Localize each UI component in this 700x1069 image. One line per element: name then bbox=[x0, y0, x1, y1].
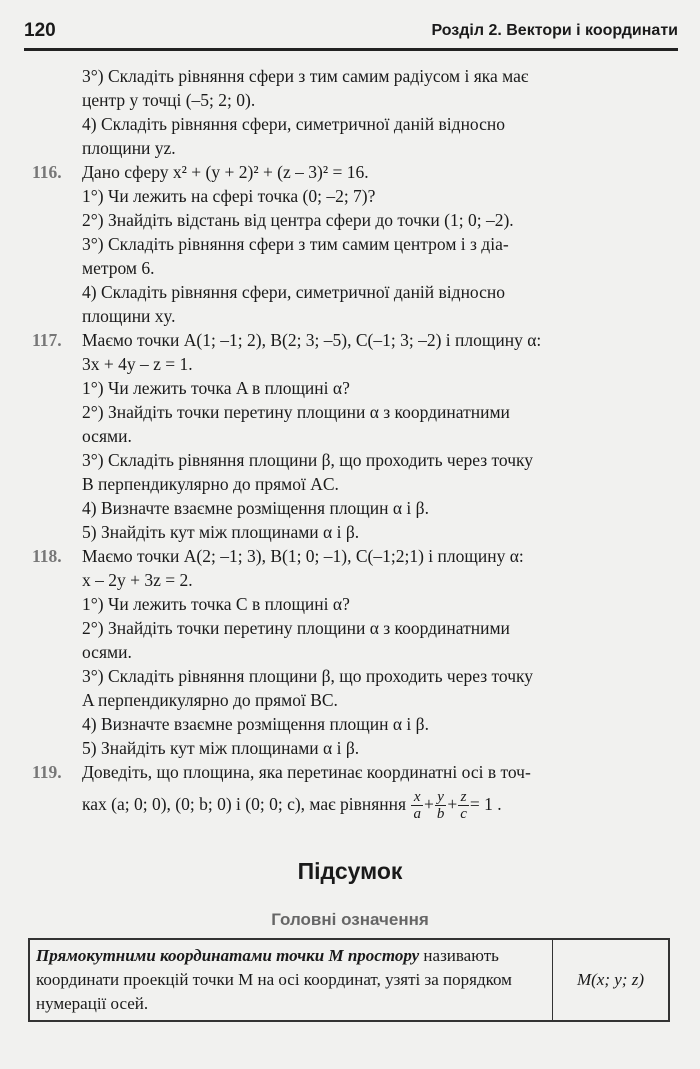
line-text: A перпендикулярно до прямої BC. bbox=[82, 690, 338, 710]
exercise-number: 118. bbox=[32, 546, 62, 566]
line-text: 1°) Чи лежить точка C в площині α? bbox=[82, 594, 350, 614]
text-line bbox=[32, 616, 676, 640]
fraction-numerator: y bbox=[435, 789, 447, 806]
definition-term: Прямокутними координатами точки M простору bbox=[36, 946, 420, 965]
text-line bbox=[32, 280, 676, 304]
text-line bbox=[32, 88, 676, 112]
line-text: 1°) Чи лежить на сфері точка (0; –2; 7)? bbox=[82, 186, 376, 206]
definition-table bbox=[28, 938, 670, 1022]
fraction-denominator: a bbox=[413, 806, 421, 823]
text-line bbox=[32, 472, 676, 496]
line-text: 3°) Складіть рівняння сфери з тим самим центром і з діа- bbox=[82, 234, 509, 254]
text-line bbox=[32, 448, 676, 472]
exercise-list bbox=[32, 64, 676, 824]
definition-rest: називають координати проекцій точки M на осі координат, узяті за порядком нумерації осей. bbox=[36, 946, 512, 1013]
line-text: Доведіть, що площина, яка перетинає координатні осі в точ- bbox=[82, 762, 531, 782]
line-text: 1°) Чи лежить точка A в площині α? bbox=[82, 378, 350, 398]
line-text: B перпендикулярно до прямої AC. bbox=[82, 474, 339, 494]
fraction bbox=[458, 789, 469, 822]
page-header bbox=[24, 14, 678, 51]
text-line bbox=[32, 400, 676, 424]
fraction bbox=[411, 789, 423, 822]
line-text: 2°) Знайдіть точки перетину площини α з координатними bbox=[82, 618, 510, 638]
text-line bbox=[32, 232, 676, 256]
line-text: 4) Визначте взаємне розміщення площин α і β. bbox=[82, 714, 429, 734]
text-line bbox=[32, 256, 676, 280]
line-text: 5) Знайдіть кут між площинами α і β. bbox=[82, 522, 360, 542]
line-text: осями. bbox=[82, 642, 132, 662]
definition-text bbox=[29, 939, 553, 1021]
definition-notation: M(x; y; z) bbox=[553, 939, 670, 1021]
line-text: 3°) Складіть рівняння площини β, що проходить через точку bbox=[82, 666, 534, 686]
line-text: 5) Знайдіть кут між площинами α і β. bbox=[82, 738, 360, 758]
line-text: осями. bbox=[82, 426, 132, 446]
equation-tail: = 1 . bbox=[469, 794, 502, 814]
text-line bbox=[32, 208, 676, 232]
line-text: 3x + 4y – z = 1. bbox=[82, 354, 193, 374]
exercise-heading-line bbox=[32, 160, 676, 184]
text-line bbox=[32, 712, 676, 736]
line-text: x – 2y + 3z = 2. bbox=[82, 570, 193, 590]
text-line bbox=[32, 136, 676, 160]
line-text: Дано сферу x² + (y + 2)² + (z – 3)² = 16. bbox=[82, 162, 369, 182]
line-text: 3°) Складіть рівняння сфери з тим самим радіусом і яка має bbox=[82, 66, 529, 86]
line-text: центр у точці (–5; 2; 0). bbox=[82, 90, 256, 110]
line-text: 3°) Складіть рівняння площини β, що проходить через точку bbox=[82, 450, 534, 470]
text-line bbox=[32, 568, 676, 592]
line-text: ках (a; 0; 0), (0; b; 0) і (0; 0; c), має рівняння bbox=[82, 794, 407, 814]
line-text: 2°) Знайдіть точки перетину площини α з координатними bbox=[82, 402, 510, 422]
line-text: площини yz. bbox=[82, 138, 176, 158]
plus-sign: + bbox=[423, 794, 434, 814]
summary-heading: Підсумок bbox=[297, 858, 403, 884]
exercise-number: 116. bbox=[32, 162, 62, 182]
exercise-heading-line bbox=[32, 328, 676, 352]
exercise-number: 119. bbox=[32, 762, 62, 782]
text-line bbox=[32, 64, 676, 88]
text-line bbox=[32, 592, 676, 616]
definitions-heading: Головні означення bbox=[271, 910, 429, 929]
text-line bbox=[32, 496, 676, 520]
text-line bbox=[32, 640, 676, 664]
section-title: Розділ 2. Вектори і координати bbox=[431, 22, 678, 39]
fraction-denominator: c bbox=[460, 806, 467, 823]
line-text: метром 6. bbox=[82, 258, 155, 278]
text-line bbox=[32, 304, 676, 328]
plus-sign: + bbox=[447, 794, 458, 814]
text-line bbox=[32, 184, 676, 208]
fraction-denominator: b bbox=[436, 806, 445, 823]
text-line bbox=[32, 664, 676, 688]
line-text: 4) Складіть рівняння сфери, симетричної даній відносно bbox=[82, 282, 505, 302]
text-line bbox=[32, 520, 676, 544]
text-line bbox=[32, 736, 676, 760]
text-line bbox=[32, 376, 676, 400]
exercise-heading-line bbox=[32, 760, 676, 784]
line-text: площини xy. bbox=[82, 306, 176, 326]
line-text: Маємо точки A(1; –1; 2), B(2; 3; –5), C(–1; 3; –2) і площину α: bbox=[82, 330, 542, 350]
exercise-heading-line bbox=[32, 544, 676, 568]
fraction bbox=[435, 789, 447, 822]
line-text: Маємо точки A(2; –1; 3), B(1; 0; –1), C(–1;2;1) і площину α: bbox=[82, 546, 524, 566]
fraction-numerator: z bbox=[458, 789, 469, 806]
exercise-number: 117. bbox=[32, 330, 62, 350]
line-text: 4) Складіть рівняння сфери, симетричної даній відносно bbox=[82, 114, 505, 134]
text-line bbox=[32, 352, 676, 376]
fraction-numerator: x bbox=[411, 789, 423, 806]
line-text: 4) Визначте взаємне розміщення площин α і β. bbox=[82, 498, 429, 518]
equation-line bbox=[32, 784, 676, 824]
line-text: 2°) Знайдіть відстань від центра сфери до точки (1; 0; –2). bbox=[82, 210, 514, 230]
text-line bbox=[32, 688, 676, 712]
page-number: 120 bbox=[24, 20, 56, 41]
text-line bbox=[32, 424, 676, 448]
text-line bbox=[32, 112, 676, 136]
